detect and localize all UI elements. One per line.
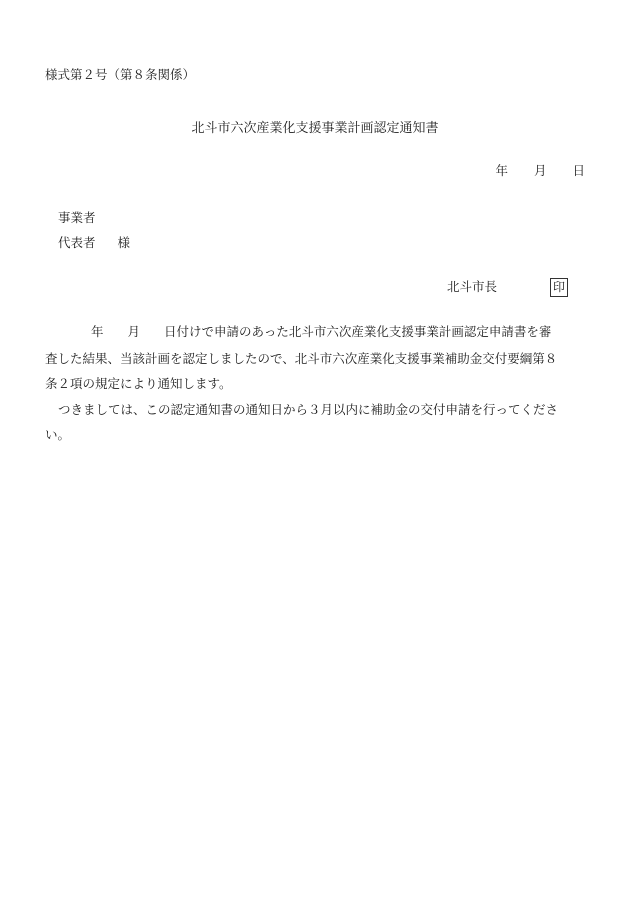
honorific: 様 (117, 235, 131, 250)
body-paragraph-1-line-3: 条２項の規定により通知します。 (45, 376, 232, 391)
body-paragraph-2-line-2: い。 (45, 427, 71, 442)
form-number: 様式第２号（第８条関係） (45, 67, 196, 82)
issuer-title: 北斗市長 (447, 279, 498, 294)
document-title: 北斗市六次産業化支援事業計画認定通知書 (191, 121, 439, 136)
date-day-label: 日 (572, 163, 585, 178)
representative-label: 代表者 (58, 235, 96, 250)
body-paragraph-1-line-1 (45, 326, 585, 339)
addressee-business-label: 事業者 (58, 210, 96, 225)
date-year-label: 年 (495, 163, 508, 178)
date-line (495, 165, 585, 178)
body-year-label: 年 (91, 324, 104, 339)
date-month-label: 月 (533, 163, 547, 178)
addressee-representative (58, 237, 130, 250)
body-month-label: 月 (127, 324, 141, 339)
body-paragraph-2-line-1: つきましては、この認定通知書の通知日から３月以内に補助金の交付申請を行ってくださ (58, 402, 559, 417)
body-paragraph-1-line-2: 査した結果、当該計画を認定しましたので、北斗市六次産業化支援事業補助金交付要綱第８ (45, 351, 558, 366)
body-line-1-text: 日付けで申請のあった北斗市六次産業化支援事業計画認定申請書を審 (164, 324, 552, 339)
seal-mark: 印 (550, 278, 568, 297)
